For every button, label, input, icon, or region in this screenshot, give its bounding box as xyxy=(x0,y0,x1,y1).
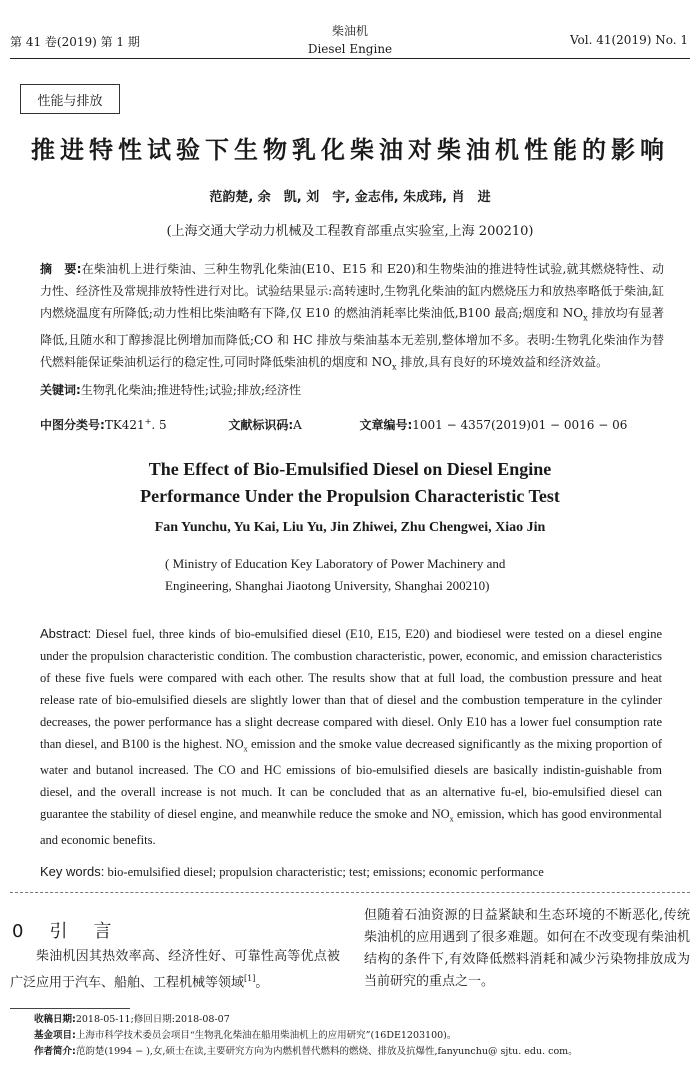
abstract-en-sub2: x xyxy=(449,814,454,824)
clc-sup: + xyxy=(144,417,152,426)
paper-title-zh: 推进特性试验下生物乳化柴油对柴油机性能的影响 xyxy=(31,136,669,164)
abstract-en-sub1: x xyxy=(243,744,248,754)
paper-title-en-line2: Performance Under the Propulsion Characteristic Test xyxy=(140,486,560,506)
affiliation-en-line1: ( Ministry of Education Key Laboratory of Power Machinery and xyxy=(165,556,506,571)
article-number-label: 文章编号: xyxy=(359,418,413,432)
affiliation-en xyxy=(165,553,565,597)
keywords-zh xyxy=(40,379,664,401)
authors-zh: 范韵楚, 余 凯, 刘 宇, 金志伟, 朱成玮, 肖 进 xyxy=(209,190,491,205)
body-right-column: 但随着石油资源的日益紧缺和生态环境的不断恶化,传统柴油机的应用遇到了很多难题。如何在不改变现有柴油机结构的条件下,有效降低燃料消耗和减少污染物排放成为当前研究的重点之一。 xyxy=(364,908,690,989)
section-divider xyxy=(10,892,690,893)
journal-volume: 第 41 卷(2019) 第 1 期 xyxy=(10,35,140,49)
journal-name xyxy=(250,22,450,58)
keywords-zh-label: 关键词: xyxy=(40,382,81,397)
journal-name-en: Diesel Engine xyxy=(307,42,393,56)
abstract-en-label: Abstract: xyxy=(40,626,92,641)
classification-row xyxy=(40,412,680,435)
doc-code-label: 文献标识码: xyxy=(228,418,294,432)
footnote-rule xyxy=(10,1008,130,1009)
clc-label: 中图分类号: xyxy=(40,418,105,432)
citation-ref: [1] xyxy=(244,974,256,983)
abstract-zh-sub2: x xyxy=(391,362,397,372)
abstract-zh-text3: 排放,具有良好的环境效益和经济效益。 xyxy=(396,355,609,370)
abstract-zh xyxy=(40,258,664,401)
header-rule xyxy=(10,58,690,59)
body-left-column xyxy=(10,946,340,994)
abstract-zh-text2: 排放均有显著降低,且随水和丁醇掺混比例增加而降低;CO 和 HC 排放与柴油基本无差别,整体增加不多。表明:生物乳化柴油作为替代燃料能保证柴油机运行的稳定性,可同时降低柴油机的烟度和 NO xyxy=(40,306,664,370)
affiliation-zh: (上海交通大学动力机械及工程教育部重点实验室,上海 200210) xyxy=(166,224,534,239)
authors-en: Fan Yunchu, Yu Kai, Liu Yu, Jin Zhiwei, Zhu Chengwei, Xiao Jin xyxy=(154,520,546,535)
affiliation-en-line2: Engineering, Shanghai Jiaotong University, Shanghai 200210) xyxy=(165,578,490,593)
footnote-received xyxy=(34,1012,694,1028)
journal-volume-en: Vol. 41(2019) No. 1 xyxy=(569,33,688,47)
clc-value: TK421 xyxy=(104,418,145,432)
keywords-en-text: bio-emulsified diesel; propulsion characteristic; test; emissions; economic performance xyxy=(104,865,544,879)
abstract-en-text3: emission, which has good environmental and economic benefits. xyxy=(40,806,663,848)
fund-value: 上海市科学技术委员会项目“生物乳化柴油在船用柴油机上的应用研究”(16DE1203100)。 xyxy=(75,1030,457,1041)
body-left-text: 柴油机因其热效率高、经济性好、可靠性高等优点被广泛应用于汽车、船舶、工程机械等领域 xyxy=(10,949,340,991)
section-heading: 0 引 言 xyxy=(12,921,116,942)
fund-label: 基金项目: xyxy=(34,1030,76,1041)
paper-title-en xyxy=(0,456,700,510)
abstract-en-text1: Diesel fuel, three kinds of bio-emulsified diesel (E10, E15, E20) and biodiesel were tested on a diesel engine under the propulsion characteristic condition. The combustion characteristic, power, economic, and emission characteristics of these five fuels were compared with each other. The results show that at full load, the combustion pressure and heat release rate of bio-emulsified diesels are slightly lower than that of diesel and the combustion temperature in the cylinder decreases, the power performance has a slight decrease compared with diesel. Only E10 has a lower fuel consumption rate than diesel, and B100 is the highest. NO xyxy=(40,627,662,751)
keywords-zh-text: 生物乳化柴油;推进特性;试验;排放;经济性 xyxy=(80,382,301,397)
received-value: 2018-05-11;修回日期:2018-08-07 xyxy=(75,1014,230,1025)
doc-code-value: A xyxy=(293,418,302,432)
author-bio-value: 范韵楚(1994 − ),女,硕士在读,主要研究方向为内燃机替代燃料的燃烧、排放及抗爆性,fanyunchu@ sjtu. edu. com。 xyxy=(75,1046,578,1057)
journal-name-zh: 柴油机 xyxy=(331,24,368,38)
footnote-fund xyxy=(34,1028,694,1044)
article-number-value: 1001 − 4357(2019)01 − 0016 − 06 xyxy=(412,418,628,432)
footnotes xyxy=(34,1012,694,1060)
category-label: 性能与排放 xyxy=(20,84,120,114)
keywords-en-label: Key words: xyxy=(40,864,105,879)
keywords-en xyxy=(40,864,662,880)
paper-title-en-line1: The Effect of Bio-Emulsified Diesel on Diesel Engine xyxy=(148,459,552,479)
body-left-end: 。 xyxy=(255,975,269,991)
abstract-zh-text: 在柴油机上进行柴油、三种生物乳化柴油(E10、E15 和 E20)和生物柴油的推进特性试验,就其燃烧特性、动力性、经济性及常规排放特性进行对比。试验结果显示:高转速时,生物乳化柴油的缸内燃烧压力和放热率略低于柴油,缸内燃烧温度有所降低;动力性相比柴油略有下降,仅 E10 的燃油消耗率比柴油低,B100 最高;烟度和 NO xyxy=(40,262,664,320)
abstract-en xyxy=(40,623,662,852)
clc-suffix: . 5 xyxy=(151,418,167,432)
footnote-author xyxy=(34,1044,694,1060)
abstract-en-text2: emission and the smoke value decreased significantly as the mixing proportion of water and butanol increased. The CO and HC emissions of bio-emulsified diesels are basically indistin-guishable from diesel, and the overall increase is not much. It can be concluded that as an alternative fu-el, bio-emulsified diesel can guarantee the stability of diesel engine, and meanwhile reduce the smoke and NO xyxy=(40,736,662,821)
author-bio-label: 作者简介: xyxy=(34,1046,76,1057)
abstract-zh-sub1: x xyxy=(583,313,588,323)
received-label: 收稿日期: xyxy=(34,1014,76,1025)
abstract-zh-label: 摘 要: xyxy=(40,262,82,276)
